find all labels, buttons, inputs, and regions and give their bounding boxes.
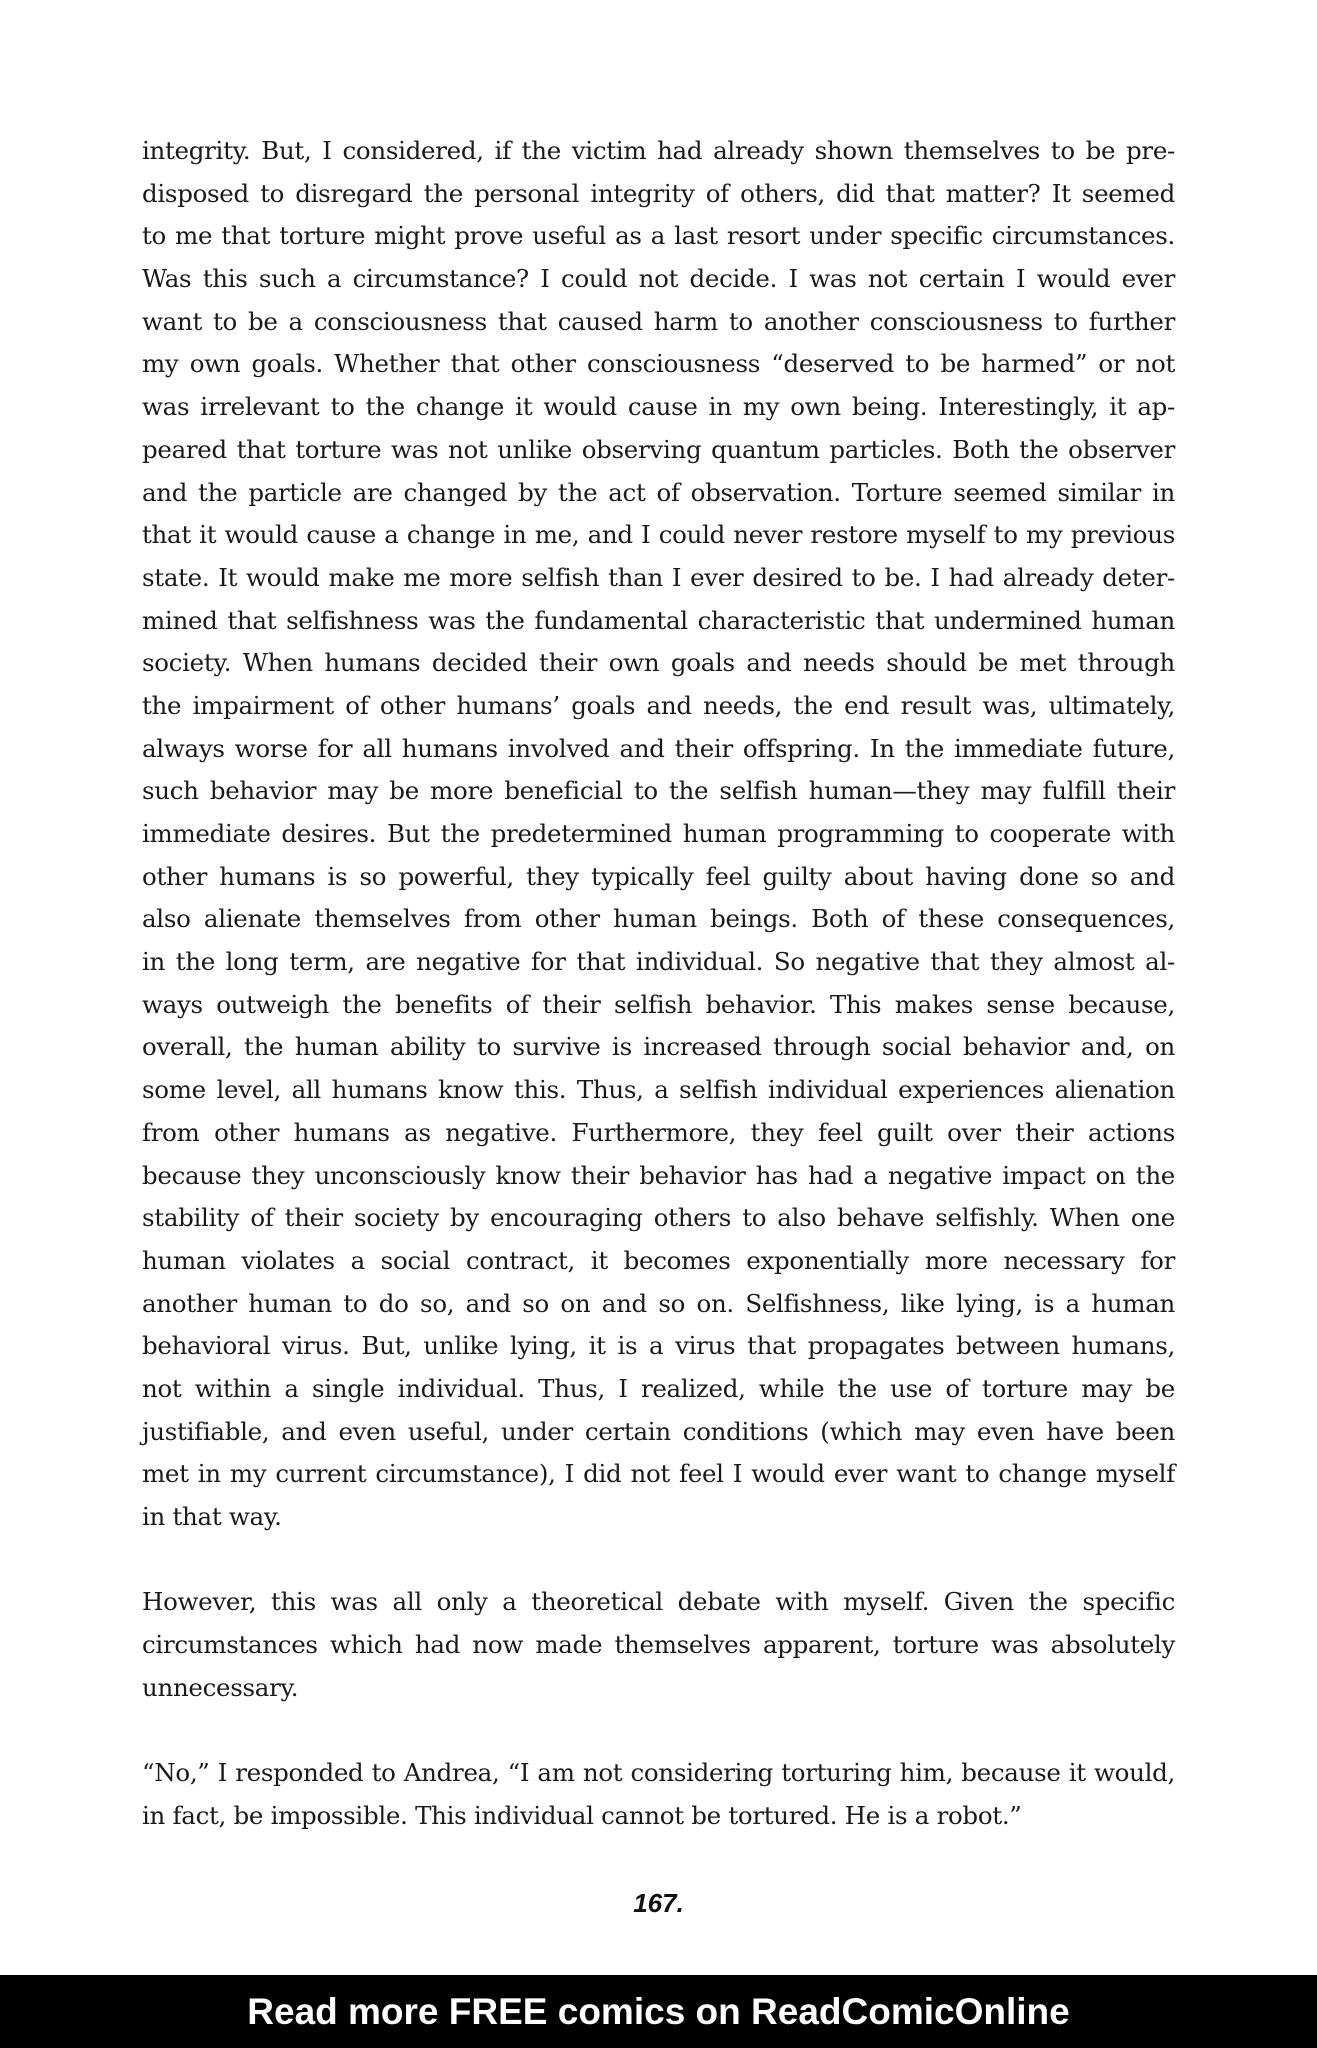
text-line: justifiable, and even useful, under certain conditions (which may even have been (142, 1416, 1175, 1446)
paragraph-gap (142, 1709, 1175, 1752)
text-line: met in my current circumstance), I did not feel I would ever want to change myself (142, 1459, 1175, 1489)
promo-banner[interactable] (0, 1975, 1317, 2048)
text-line: want to be a consciousness that caused harm to another consciousness to further (142, 306, 1175, 336)
text-line: society. When humans decided their own goals and needs should be met through (142, 648, 1175, 678)
text-line: the impairment of other humans’ goals and needs, the end result was, ultimately, (142, 690, 1175, 720)
text-line: in fact, be impossible. This individual cannot be tortured. He is a robot.” (142, 1800, 1022, 1830)
text-line: disposed to disregard the personal integrity of others, did that matter? It seemed (142, 178, 1175, 208)
text-line: circumstances which had now made themselves apparent, torture was absolutely (142, 1630, 1175, 1660)
text-line: always worse for all humans involved and their offspring. In the immediate future, (142, 733, 1175, 763)
text-line: peared that torture was not unlike observing quantum particles. Both the observer (142, 434, 1175, 464)
text-line: unnecessary. (142, 1672, 299, 1702)
text-line: also alienate themselves from other human beings. Both of these consequences, (142, 904, 1175, 934)
text-line: overall, the human ability to survive is increased through social behavior and, on (142, 1032, 1175, 1062)
text-line: state. It would make me more selfish than I ever desired to be. I had already deter- (142, 562, 1175, 592)
promo-banner-text[interactable]: Read more FREE comics on ReadComicOnline (247, 1990, 1070, 2032)
text-line: Was this such a circumstance? I could not decide. I was not certain I would ever (142, 264, 1175, 294)
paragraph (142, 1752, 1175, 1837)
page-number: 167. (633, 1888, 684, 1918)
paragraph-gap (142, 1539, 1175, 1582)
text-line: in the long term, are negative for that individual. So negative that they almost al- (142, 947, 1175, 977)
text-line: such behavior may be more beneficial to the selfish human—they may fulfill their (142, 776, 1175, 806)
text-line: from other humans as negative. Furthermore, they feel guilt over their actions (142, 1117, 1175, 1147)
text-line: However, this was all only a theoretical debate with myself. Given the specific (142, 1587, 1175, 1617)
text-line: in that way. (142, 1502, 282, 1531)
text-line: other humans is so powerful, they typically feel guilty about having done so and (142, 861, 1175, 891)
text-line: not within a single individual. Thus, I realized, while the use of torture may be (142, 1373, 1175, 1403)
text-line: ways outweigh the benefits of their selfish behavior. This makes sense because, (142, 989, 1175, 1019)
text-line: mined that selfishness was the fundamental characteristic that undermined human (142, 605, 1175, 635)
text-line: “No,” I responded to Andrea, “I am not considering torturing him, because it would, (142, 1758, 1175, 1788)
text-line: integrity. But, I considered, if the victim had already shown themselves to be pre- (142, 136, 1175, 165)
text-line: my own goals. Whether that other consciousness “deserved to be harmed” or not (142, 349, 1175, 379)
paragraph (142, 130, 1175, 1539)
text-line: another human to do so, and so on and so on. Selfishness, like lying, is a human (142, 1288, 1175, 1318)
text-line: because they unconsciously know their behavior has had a negative impact on the (142, 1160, 1175, 1190)
text-line: that it would cause a change in me, and I could never restore myself to my previous (142, 520, 1175, 550)
text-line: some level, all humans know this. Thus, a selfish individual experiences alienation (142, 1075, 1175, 1105)
text-line: and the particle are changed by the act of observation. Torture seemed similar in (142, 477, 1175, 507)
text-line: to me that torture might prove useful as a last resort under specific circumstances. (142, 221, 1175, 251)
text-line: behavioral virus. But, unlike lying, it is a virus that propagates between humans, (142, 1331, 1175, 1361)
document-body (142, 130, 1175, 1838)
text-line: stability of their society by encouraging others to also behave selfishly. When one (142, 1203, 1175, 1233)
text-line: human violates a social contract, it becomes exponentially more necessary for (142, 1245, 1175, 1275)
text-line: was irrelevant to the change it would cause in my own being. Interestingly, it ap- (142, 392, 1175, 422)
paragraph (142, 1581, 1175, 1709)
text-line: immediate desires. But the predetermined human programming to cooperate with (142, 819, 1175, 848)
